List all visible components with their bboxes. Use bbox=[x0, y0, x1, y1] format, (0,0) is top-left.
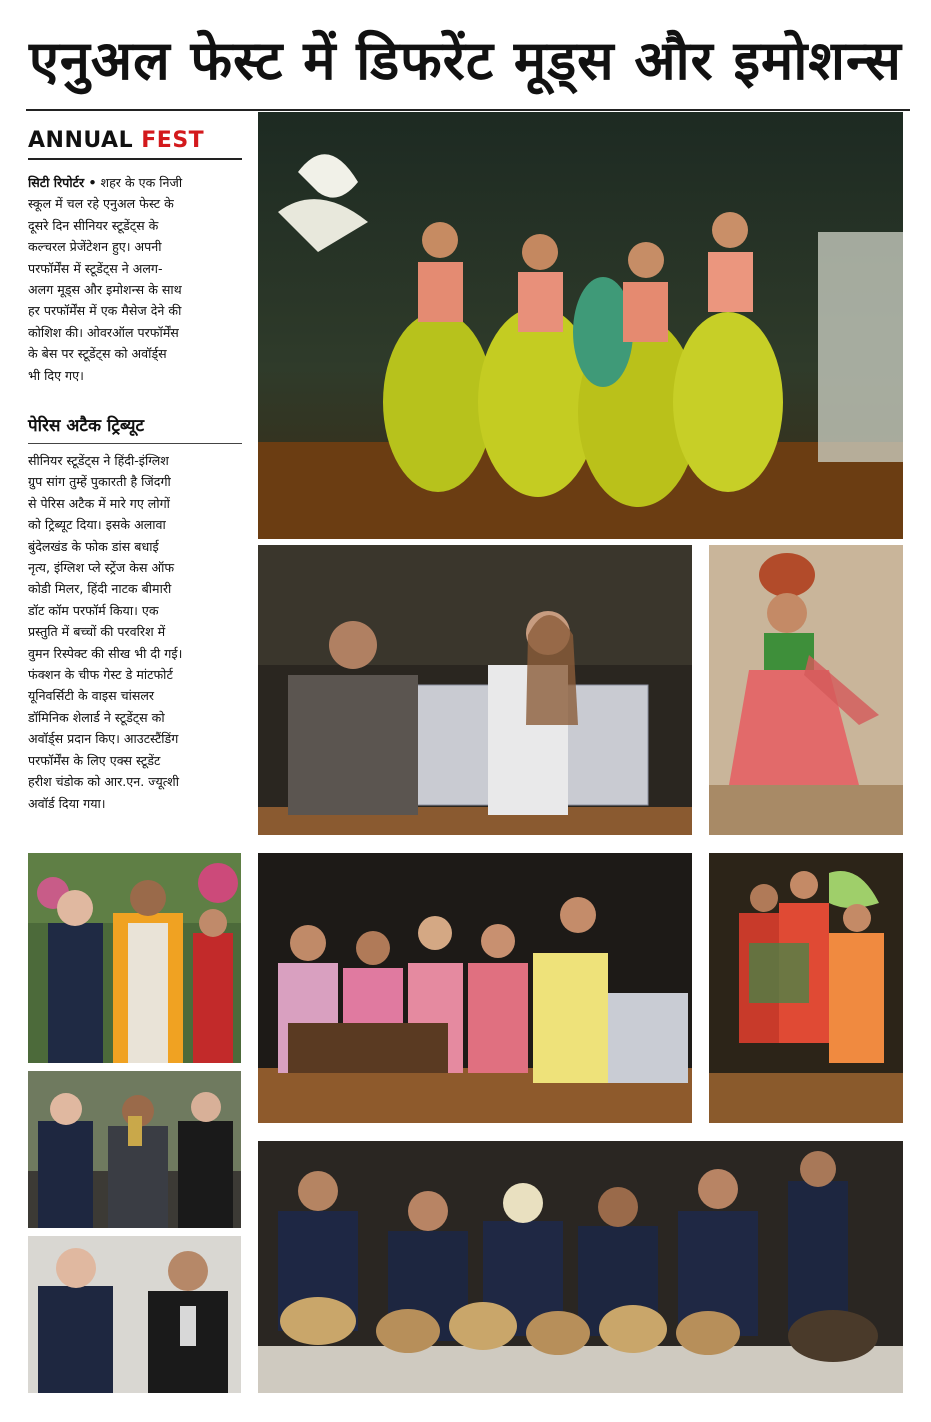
photo-award-presentation bbox=[28, 1071, 241, 1228]
intro-paragraph bbox=[28, 172, 242, 386]
body-line: सीनियर स्टूडेंट्स ने हिंदी-इंग्लिश bbox=[28, 453, 169, 468]
headline-divider bbox=[26, 109, 910, 111]
kicker-divider bbox=[28, 158, 242, 160]
photo-folk-dancer bbox=[709, 545, 903, 835]
body-line: फंक्शन के चीफ गेस्ट डे मांटफोर्ट bbox=[28, 667, 173, 683]
subheading: पेरिस अटैक ट्रिब्यूट bbox=[28, 416, 145, 436]
body-line: डॉमिनिक शेलार्ड ने स्टूडेंट्स को bbox=[28, 709, 165, 725]
intro-line: कोशिश की। ओवरऑल परफॉर्मेंस bbox=[28, 324, 179, 340]
headline: एनुअल फेस्ट में डिफरेंट मूड्स और इमोशन्स bbox=[29, 29, 902, 92]
photo-chief-guests bbox=[28, 853, 241, 1063]
intro-line: स्कूल में चल रहे एनुअल फेस्ट के bbox=[28, 196, 174, 212]
intro-line: कल्चरल प्रेजेंटेशन हुए। अपनी bbox=[28, 239, 162, 255]
body-line: अवॉर्ड्स प्रदान किए। आउटस्टैंडिंग bbox=[28, 731, 179, 747]
intro-line: परफॉर्मेंस में स्टूडेंट्स ने अलग- bbox=[28, 260, 163, 276]
photo-stage-interview bbox=[258, 545, 692, 835]
body-line: ग्रुप सांग तुम्हें पुकारती है जिंदगी bbox=[28, 474, 171, 490]
kicker-fest: FEST bbox=[141, 128, 205, 153]
body-line: नृत्य, इंग्लिश प्ले स्ट्रेंज केस ऑफ bbox=[28, 560, 175, 576]
body-line: परफॉर्मेंस के लिए एक्स स्टूडेंट bbox=[28, 752, 161, 768]
photo-guest-portrait bbox=[28, 1236, 241, 1393]
intro-line: हर परफॉर्मेंस में एक मैसेज देने की bbox=[28, 303, 182, 319]
photo-folk-group-dance bbox=[709, 853, 903, 1123]
body-line: अवॉर्ड दिया गया। bbox=[28, 795, 106, 811]
kicker-annual: ANNUAL bbox=[28, 128, 134, 153]
body-paragraph bbox=[28, 450, 242, 814]
body-line: बुंदेलखंड के फोक डांस बधाई bbox=[28, 538, 159, 554]
body-line: से पेरिस अटैक में मारे गए लोगों bbox=[28, 495, 170, 511]
body-line: यूनिवर्सिटी के वाइस चांसलर bbox=[28, 688, 155, 704]
section-kicker bbox=[28, 124, 204, 158]
intro-line: दूसरे दिन सीनियर स्टूडेंट्स के bbox=[28, 217, 159, 233]
photo-girls-dance bbox=[258, 112, 903, 539]
body-line: वुमन रिस्पेक्ट की सीख भी दी गई। bbox=[28, 645, 183, 661]
photo-drama-scene bbox=[258, 853, 692, 1123]
byline: सिटी रिपोर्टर • bbox=[28, 175, 97, 190]
body-line: हरीश चंडोक को आर.एन. ज्यूत्शी bbox=[28, 774, 179, 790]
intro-line-1: सिटी रिपोर्टर • शहर के एक निजी bbox=[28, 175, 183, 190]
body-line: प्रस्तुति में बच्चों की परवरिश में bbox=[28, 624, 166, 640]
body-line: को ट्रिब्यूट दिया। इसके अलावा bbox=[28, 517, 166, 533]
body-line: कोडी मिलर, हिंदी नाटक बीमारी bbox=[28, 581, 172, 597]
photo-tabla-ensemble bbox=[258, 1141, 903, 1393]
body-line: डॉट कॉम परफॉर्म किया। एक bbox=[28, 602, 159, 618]
intro-line: के बेस पर स्टूडेंट्स को अवॉर्ड्स bbox=[28, 346, 167, 362]
subheading-divider bbox=[28, 443, 242, 444]
intro-line: अलग मूड्स और इमोशन्स के साथ bbox=[28, 282, 182, 298]
intro-line: भी दिए गए। bbox=[28, 367, 84, 383]
